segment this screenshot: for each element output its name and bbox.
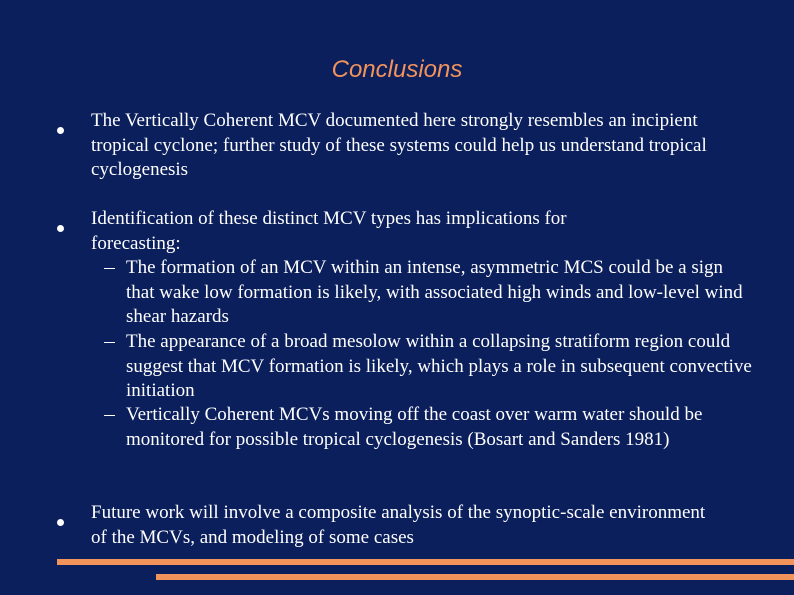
sub-bullet-dash-icon xyxy=(104,342,115,343)
slide-title: Conclusions xyxy=(331,56,463,83)
accent-bar-lower xyxy=(156,574,794,580)
sub-bullet-3-text: Vertically Coherent MCVs moving off the coast over warm water should be monitored for possible tropical cyclogenesis (Bosart and Sanders 1981) xyxy=(126,404,703,450)
sub-bullet-dash-icon xyxy=(104,268,115,269)
bullet-1-text: The Vertically Coherent MCV documented here strongly resembles an incipient tropical cyclone; further study of these systems could help us understand tropical cyclogenesis xyxy=(91,110,707,180)
bullet-dot-icon xyxy=(57,519,64,526)
sub-bullet-1-text: The formation of an MCV within an intense, asymmetric MCS could be a sign that wake low formation is likely, with associated high winds and low-level wind shear hazards xyxy=(126,257,743,327)
sub-bullet-2-text: The appearance of a broad mesolow within a collapsing stratiform region could suggest that MCV formation is likely, which plays a role in subsequent convective initiation xyxy=(126,331,752,401)
bullet-dot-icon xyxy=(57,127,64,134)
bullet-2-text: Identification of these distinct MCV types has implications for forecasting: xyxy=(91,208,567,254)
bullet-dot-icon xyxy=(57,225,64,232)
accent-bar-upper xyxy=(57,559,794,565)
bullet-3-text: Future work will involve a composite analysis of the synoptic-scale environment of the MCVs, and modeling of some cases xyxy=(91,502,706,548)
sub-bullet-dash-icon xyxy=(104,415,115,416)
